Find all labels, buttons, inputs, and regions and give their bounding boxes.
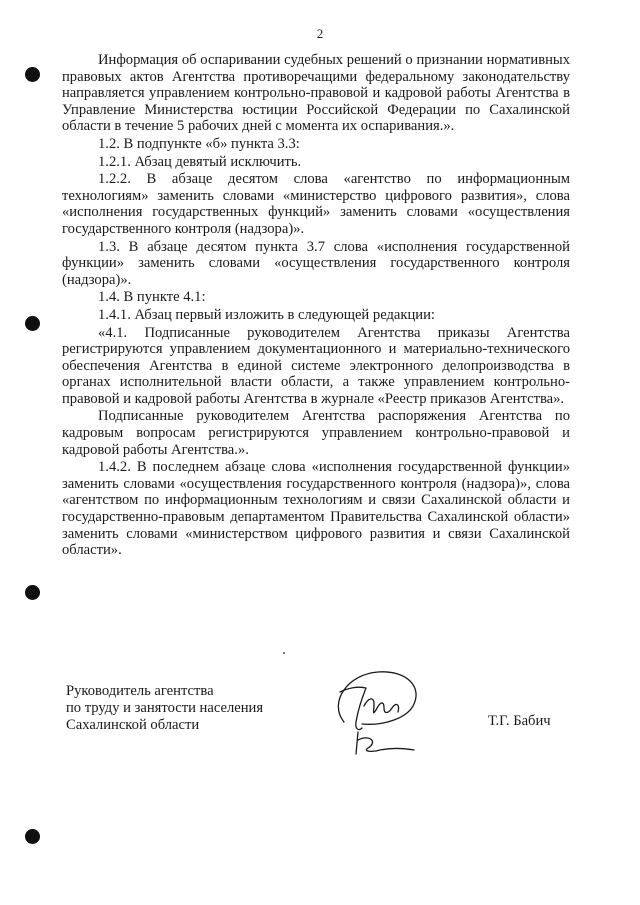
handwritten-signature	[318, 662, 428, 762]
signer-name: Т.Г. Бабич	[488, 713, 551, 729]
signatory-title	[66, 683, 263, 734]
stray-dot	[283, 652, 285, 654]
signatory-title-line: Руководитель агентства	[66, 683, 214, 699]
paragraph: 1.4. В пункте 4.1:	[98, 289, 206, 306]
paragraph: 1.4.1. Абзац первый изложить в следующей редакции:	[98, 306, 435, 323]
paragraph: Подписанные руководителем Агентства распоряжения Агентства по кадровым вопросам регистрируются управлением контрольно-правовой и кадровой работы Агентства.».	[62, 408, 570, 458]
paragraph: 1.2. В подпункте «б» пункта 3.3:	[98, 135, 300, 152]
punch-hole-mark	[25, 67, 40, 82]
signatory-title-line: Сахалинской области	[66, 717, 200, 733]
paragraph: 1.2.2. В абзаце десятом слова «агентство по информационным технологиям» заменить словами «министерство цифрового развития», слова «исполнения государственных функций» заменить словами «осуществления государственного контроля (надзора)».	[62, 171, 570, 237]
punch-hole-mark	[25, 585, 40, 600]
paragraph: 1.4.2. В последнем абзаце слова «исполнения государственной функции» заменить словами «осуществления государственного контроля (надзора)», слова «агентством по информационным технологиям и связи Сахалинской области и государственно-правовым департаментом Правительства Сахалинской области» заменить словами «министерством цифрового развития и связи Сахалинской области».	[62, 459, 570, 559]
paragraph: 1.2.1. Абзац девятый исключить.	[98, 153, 302, 170]
page-number: 2	[316, 26, 324, 41]
paragraph: Информация об оспаривании судебных решений о признании нормативных правовых актов Агентства противоречащими федеральному законодательству направляется управлением контрольно-правовой и кадровой работы Агентства в Управление Министерства юстиции Российской Федерации по Сахалинской области в течение 5 рабочих дней с момента их оспаривания.».	[62, 52, 570, 135]
paragraph: 1.3. В абзаце десятом пункта 3.7 слова «исполнения государственной функции» заменить словами «осуществления государственного контроля (надзора)».	[62, 238, 570, 288]
punch-hole-mark	[25, 829, 40, 844]
punch-hole-mark	[25, 316, 40, 331]
paragraph: «4.1. Подписанные руководителем Агентства приказы Агентства регистрируются управлением документационного и материально-технического обеспечения Агентства в единой системе электронного делопроизводства в органах исполнительной власти области, а также управлением контрольно-правовой и кадровой работы Агентства в журнале «Реестр приказов Агентства».	[62, 324, 570, 407]
signatory-title-line: по труду и занятости населения	[66, 700, 264, 716]
document-body	[62, 52, 570, 559]
